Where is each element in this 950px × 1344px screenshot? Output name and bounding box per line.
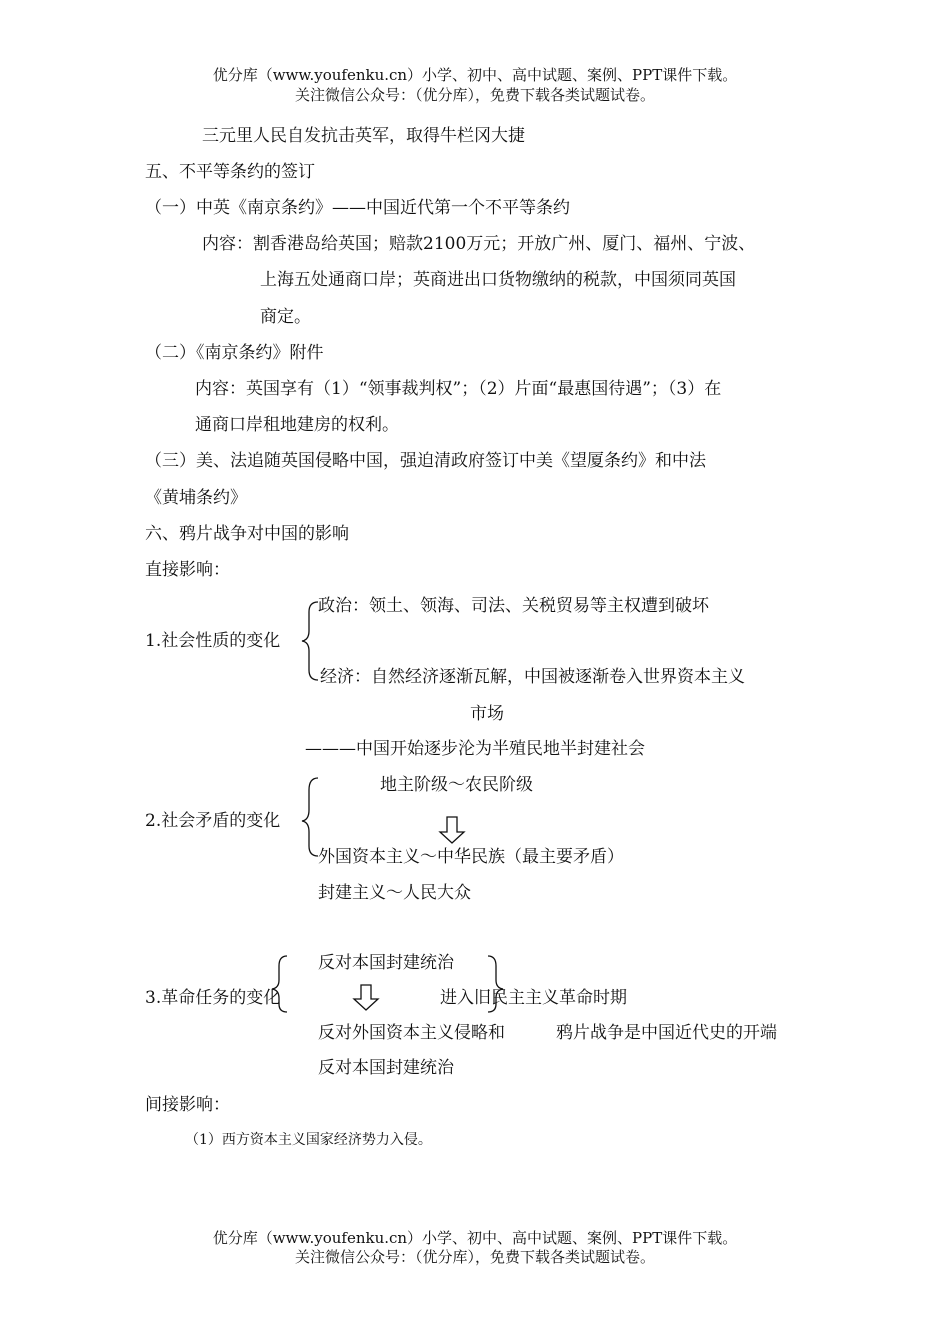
text-sanyuanli: 三元里人民自发抗击英军，取得牛栏冈大捷 (202, 126, 525, 146)
appendix-content-line-2: 通商口岸租地建房的权利。 (195, 415, 399, 435)
indirect-impact-item-1: （1）西方资本主义国家经济势力入侵。 (185, 1132, 432, 1148)
left-brace-2 (302, 778, 318, 856)
subsection-5-3-line-2: 《黄埔条约》 (145, 488, 247, 508)
direct-impact-label: 直接影响： (145, 560, 230, 580)
left-brace-1 (302, 602, 318, 680)
impact-3-label: 3.革命任务的变化 (145, 988, 281, 1008)
subsection-5-3-line-1: （三）美、法追随英国侵略中国，强迫清政府签订中美《望厦条约》和中法 (145, 451, 706, 471)
footer-line-2: 关注微信公众号：（优分库），免费下载各类试题试卷。 (294, 1248, 655, 1266)
subsection-5-2: （二）《南京条约》附件 (145, 343, 324, 363)
task-anti-foreign-line-2: 反对本国封建统治 (318, 1058, 454, 1078)
footer-line-1: 优分库（www.youfenku.cn）小学、初中、高中试题、案例、PPT课件下载。 (212, 1229, 738, 1247)
impact-1-label: 1.社会性质的变化 (145, 631, 281, 651)
treaty-content-line-1: 内容：割香港岛给英国；赔款2100万元；开放广州、厦门、福州、宁波、 (202, 234, 756, 254)
treaty-content-line-3: 商定。 (260, 307, 311, 327)
result-old-democratic-revolution: 进入旧民主主义革命时期 (440, 988, 627, 1008)
down-arrow-icon (354, 985, 378, 1010)
subsection-5-1: （一）中英《南京条约》——中国近代第一个不平等条约 (145, 198, 570, 218)
header-line-2: 关注微信公众号：（优分库），免费下载各类试题试卷。 (294, 86, 655, 104)
down-arrow-icon (440, 817, 464, 843)
right-brace-3 (488, 956, 503, 1012)
result-modern-history-start: 鸦片战争是中国近代史的开端 (556, 1023, 777, 1043)
impact-1-result: ———中国开始逐步沦为半殖民地半封建社会 (305, 739, 645, 759)
impact-2-label: 2.社会矛盾的变化 (145, 811, 281, 831)
impact-1-economy-line-1: 经济：自然经济逐渐瓦解，中国被逐渐卷入世界资本主义 (320, 667, 745, 687)
section-heading-5: 五、不平等条约的签订 (145, 162, 315, 182)
task-anti-foreign-line-1: 反对外国资本主义侵略和 (318, 1023, 505, 1043)
indirect-impact-label: 间接影响： (145, 1095, 230, 1115)
impact-1-economy-line-2: 市场 (470, 704, 504, 724)
impact-1-politics: 政治：领土、领海、司法、关税贸易等主权遭到破坏 (318, 596, 709, 616)
header-line-1: 优分库（www.youfenku.cn）小学、初中、高中试题、案例、PPT课件下载。 (212, 66, 738, 84)
treaty-content-line-2: 上海五处通商口岸；英商进出口货物缴纳的税款，中国须同英国 (260, 270, 736, 290)
appendix-content-line-1: 内容：英国享有（1）“领事裁判权”；（2）片面“最惠国待遇”；（3）在 (195, 379, 722, 399)
contradiction-landlord-peasant: 地主阶级～农民阶级 (380, 775, 533, 795)
contradiction-foreign-nation: 外国资本主义～中华民族（最主要矛盾） (318, 847, 624, 867)
left-brace-3 (272, 956, 287, 1012)
section-heading-6: 六、鸦片战争对中国的影响 (145, 524, 349, 544)
task-anti-feudal: 反对本国封建统治 (318, 953, 454, 973)
contradiction-feudal-people: 封建主义～人民大众 (318, 883, 471, 903)
